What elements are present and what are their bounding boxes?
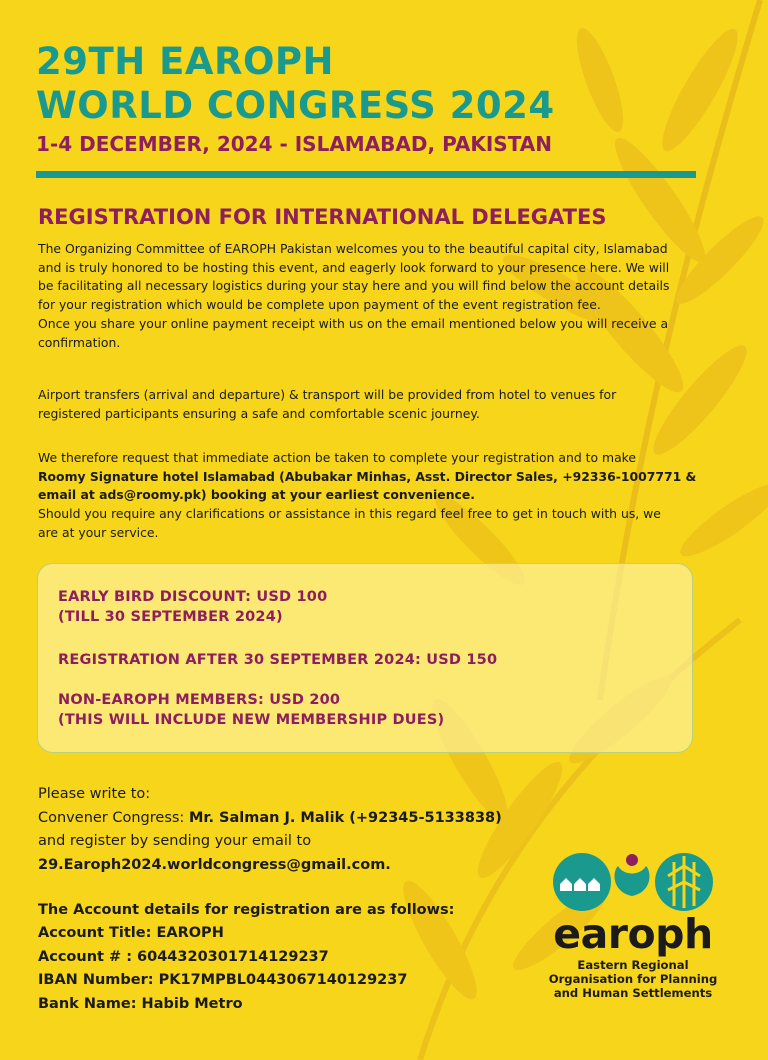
logo-caption-line: Eastern Regional	[577, 958, 689, 972]
hotel-line: Should you require any clarifications or assistance in this regard feel free to get in touch with us, we	[38, 506, 661, 522]
intro-line: be facilitating all necessary logistics during your stay here and you will find below the account details	[38, 278, 670, 294]
register-instruction: and register by sending your email to	[38, 833, 312, 849]
hotel-booking-line: email at ads@roomy.pk) booking at your earliest convenience.	[38, 487, 475, 503]
logo-caption	[548, 958, 718, 1000]
intro-line: for your registration which would be complete upon payment of the event registration fee.	[38, 297, 601, 313]
fee-late: REGISTRATION AFTER 30 SEPTEMBER 2024: USD 150	[58, 652, 498, 668]
hotel-line: We therefore request that immediate action be taken to complete your registration and to make	[38, 450, 637, 465]
page-title	[36, 40, 555, 128]
transport-line: registered participants ensuring a safe and comfortable scenic journey.	[38, 405, 480, 421]
fee-non-member-label: NON-EAROPH MEMBERS: USD 200	[58, 692, 341, 708]
account-number: Account # : 6044320301714129237	[38, 948, 329, 965]
intro-line: confirmation.	[38, 334, 121, 350]
hotel-line: are at your service.	[38, 524, 159, 540]
contact-intro: Please write to:	[38, 786, 151, 802]
fee-non-member-note: (THIS WILL INCLUDE NEW MEMBERSHIP DUES)	[58, 712, 445, 728]
logo-wordmark: earoph	[553, 910, 713, 958]
fee-early-bird-label: EARLY BIRD DISCOUNT: USD 100	[58, 589, 328, 605]
fee-non-member	[58, 690, 444, 730]
intro-line: The Organizing Committee of EAROPH Pakistan welcomes you to the beautiful capital city, Islamabad	[38, 241, 668, 256]
intro-line: Once you share your online payment receipt with us on the email mentioned below you will receive a	[38, 315, 669, 331]
logo-emblem-icon	[548, 848, 718, 914]
intro-paragraph	[38, 240, 718, 352]
account-heading: The Account details for registration are as follows:	[38, 902, 455, 918]
convener-name: Mr. Salman J. Malik (+92345-5133838)	[188, 809, 502, 826]
intro-line: and is truly honored to be hosting this event, and eagerly look forward to your presence here. We will	[38, 259, 670, 275]
contact-block	[38, 783, 502, 877]
logo-caption-line: and Human Settlements	[553, 986, 713, 1000]
logo-caption-line: Organisation for Planning	[548, 972, 718, 986]
section-heading: REGISTRATION FOR INTERNATIONAL DELEGATES	[38, 205, 607, 229]
convener-label: Convener Congress:	[38, 809, 189, 826]
transport-line: Airport transfers (arrival and departure) & transport will be provided from hotel to venues for	[38, 387, 617, 402]
account-iban: IBAN Number: PK17MPBL0443067140129237	[38, 972, 408, 989]
transport-paragraph	[38, 386, 718, 423]
fee-box	[37, 563, 693, 753]
contact-email: 29.Earoph2024.worldcongress@gmail.com.	[38, 856, 391, 873]
hotel-booking-line: Roomy Signature hotel Islamabad (Abubakar Minhas, Asst. Director Sales, +92336-1007771 &	[38, 468, 697, 484]
account-title: Account Title: EAROPH	[38, 925, 224, 942]
hotel-paragraph	[38, 449, 718, 543]
title-line-1: 29TH EAROPH	[36, 40, 335, 83]
title-divider	[36, 171, 696, 178]
fee-early-bird-note: (TILL 30 SEPTEMBER 2024)	[58, 609, 283, 625]
convener-line	[38, 807, 502, 831]
account-bank: Bank Name: Habib Metro	[38, 995, 243, 1012]
account-details	[38, 899, 454, 1016]
earoph-logo	[548, 848, 718, 1018]
fee-early-bird	[58, 587, 327, 627]
title-line-2: WORLD CONGRESS 2024	[36, 84, 555, 127]
event-dates-location: 1-4 DECEMBER, 2024 - ISLAMABAD, PAKISTAN	[36, 132, 553, 156]
